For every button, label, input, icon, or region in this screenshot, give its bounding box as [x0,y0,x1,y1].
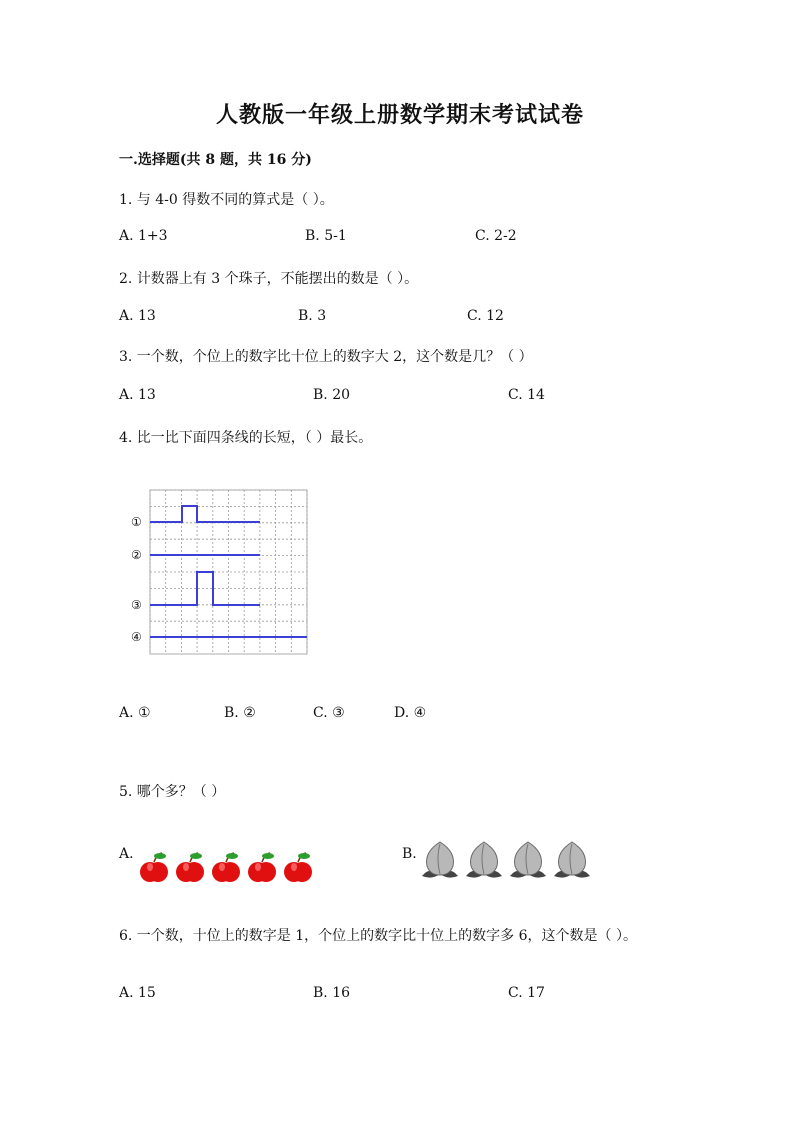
question-4: 4. 比一比下面四条线的长短，（ ）最长。 [119,430,373,446]
q4-option-d: D. ④ [394,705,427,721]
q6-option-c: C. 17 [508,985,545,1001]
peach-icon [466,842,502,878]
q3-option-c: C. 14 [508,387,545,403]
section-heading: 一.选择题(共 8 题，共 16 分) [119,152,312,168]
q4-option-c: C. ③ [313,705,345,721]
q1-option-c: C. 2-2 [475,228,517,244]
q4-option-a: A. ① [119,705,151,721]
question-2: 2. 计数器上有 3 个珠子，不能摆出的数是（ ）。 [119,271,419,287]
peach-icon [422,842,458,878]
q5-option-a: A. [119,846,134,862]
q2-option-a: A. 13 [119,308,156,324]
page-title: 人教版一年级上册数学期末考试试卷 [215,102,584,128]
figure-label-4: ④ [131,630,142,644]
apple-icon [140,853,168,882]
apples-group [138,846,318,890]
q3-option-b: B. 20 [313,387,351,403]
figure-label-3: ③ [131,598,142,612]
q4-option-b: B. ② [224,705,256,721]
figure-label-1: ① [131,515,142,529]
q3-option-a: A. 13 [119,387,156,403]
figure-label-2: ② [131,548,142,562]
q2-option-b: B. 3 [298,308,327,324]
apple-icon [176,853,204,882]
line-1 [150,506,260,522]
q5-option-b: B. [402,846,417,862]
apple-icon [248,853,276,882]
peach-icon [510,842,546,878]
question-5: 5. 哪个多？（ ） [119,784,226,800]
question-1: 1. 与 4-0 得数不同的算式是（ ）。 [119,192,334,208]
apple-icon [212,853,240,882]
peach-icon [554,842,590,878]
q1-option-b: B. 5-1 [305,228,347,244]
q6-option-a: A. 15 [119,985,156,1001]
q1-option-a: A. 1+3 [119,228,168,244]
grid-figure [125,482,325,662]
question-6: 6. 一个数，十位上的数字是 1，个位上的数字比十位上的数字多 6，这个数是（ ）。 [119,928,637,944]
question-3: 3. 一个数，个位上的数字比十位上的数字大 2，这个数是几？（ ） [119,349,533,365]
q2-option-c: C. 12 [467,308,504,324]
peaches-group [418,836,608,884]
q6-option-b: B. 16 [313,985,351,1001]
apple-icon [284,853,312,882]
